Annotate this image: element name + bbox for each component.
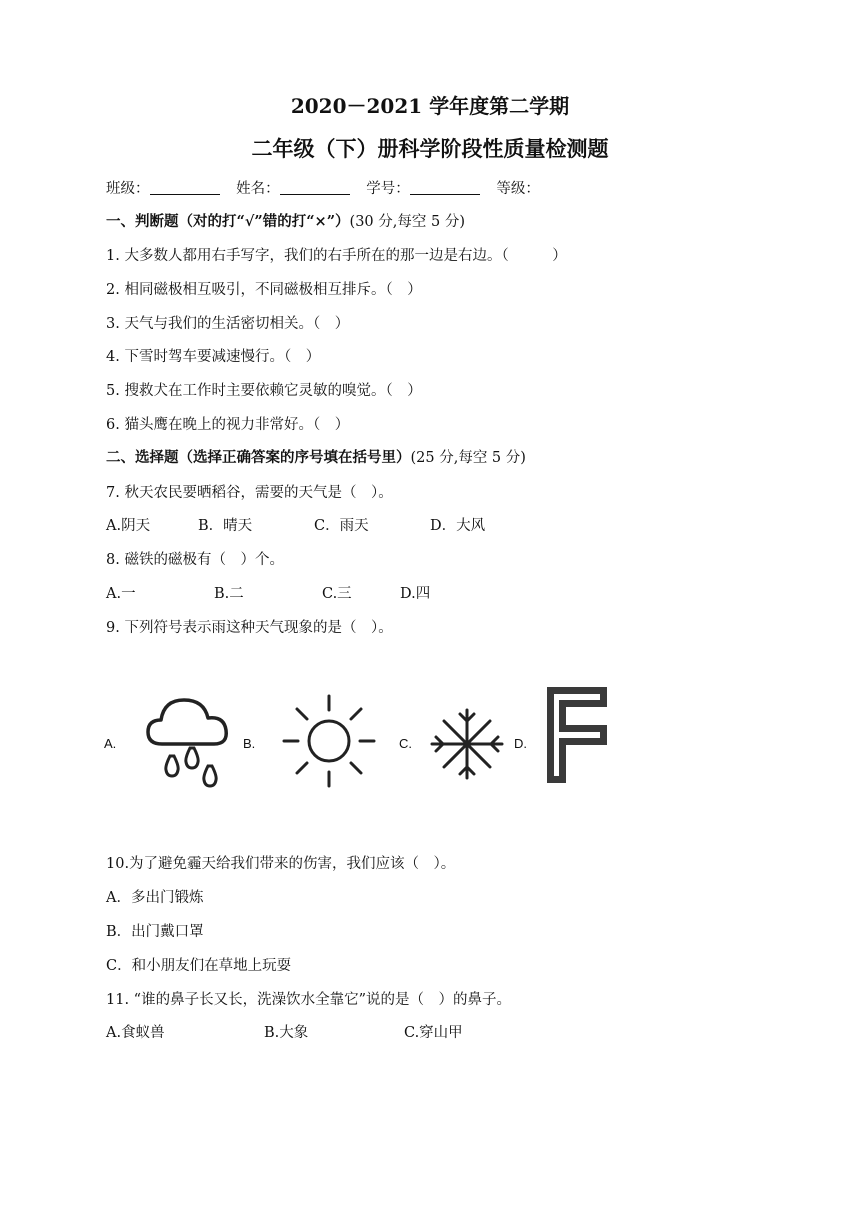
q7-option-d[interactable]: D．大风 bbox=[430, 518, 486, 534]
q8-option-a[interactable]: A.一 bbox=[106, 586, 136, 602]
question-7-options bbox=[106, 514, 485, 535]
q10-option-b[interactable]: B．出门戴口罩 bbox=[106, 924, 204, 940]
fog-icon[interactable] bbox=[544, 684, 614, 789]
q9-option-d-label[interactable]: D. bbox=[514, 736, 527, 751]
question-1: 1. 大多数人都用右手写字，我们的右手所在的那一边是右边。（ ） bbox=[106, 248, 567, 264]
question-7: 7. 秋天农民要晒稻谷，需要的天气是（ ）。 bbox=[106, 485, 393, 501]
q11-option-a[interactable]: A.食蚁兽 bbox=[106, 1025, 165, 1041]
id-label: 学号： bbox=[366, 181, 410, 197]
name-blank[interactable] bbox=[280, 180, 350, 195]
page-title: 2020－2021 学年度第二学期 bbox=[290, 94, 570, 118]
question-4: 4. 下雪时驾车要减速慢行。（ ） bbox=[106, 349, 321, 365]
section1-points: (30 分,每空 5 分) bbox=[349, 214, 465, 230]
q9-option-c-label[interactable]: C. bbox=[399, 736, 412, 751]
weather-symbols-row bbox=[104, 684, 624, 794]
q11-option-b[interactable]: B.大象 bbox=[264, 1025, 309, 1041]
name-label: 姓名： bbox=[236, 181, 280, 197]
question-5: 5. 搜救犬在工作时主要依赖它灵敏的嗅觉。（ ） bbox=[106, 383, 422, 399]
q8-option-d[interactable]: D.四 bbox=[400, 586, 431, 602]
question-9: 9. 下列符号表示雨这种天气现象的是（ ）。 bbox=[106, 620, 393, 636]
question-2: 2. 相同磁极相互吸引，不同磁极相互排斥。（ ） bbox=[106, 282, 422, 298]
q7-option-c[interactable]: C．雨天 bbox=[314, 518, 369, 534]
q8-option-b[interactable]: B.二 bbox=[214, 586, 244, 602]
section2-points: (25 分,每空 5 分) bbox=[410, 450, 526, 466]
page-subtitle: 二年级（下）册科学阶段性质量检测题 bbox=[251, 136, 609, 161]
sun-icon[interactable] bbox=[274, 684, 384, 794]
q9-option-a-label[interactable]: A. bbox=[104, 736, 117, 751]
class-label: 班级： bbox=[106, 181, 150, 197]
q7-option-b[interactable]: B．晴天 bbox=[198, 518, 253, 534]
grade-label: 等级： bbox=[496, 181, 540, 197]
id-blank[interactable] bbox=[410, 180, 480, 195]
question-8-options bbox=[106, 582, 430, 603]
student-info-row bbox=[106, 177, 540, 198]
snowflake-icon[interactable] bbox=[424, 684, 514, 794]
q8-option-c[interactable]: C.三 bbox=[322, 586, 352, 602]
section1-heading: 一、判断题（对的打“√”错的打“×”）(30 分,每空 5 分) bbox=[106, 213, 465, 230]
section2-heading: 二、选择题（选择正确答案的序号填在括号里）(25 分,每空 5 分) bbox=[106, 449, 526, 466]
q7-option-a[interactable]: A.阴天 bbox=[106, 518, 151, 534]
question-10: 10.为了避免霾天给我们带来的伤害，我们应该（ ）。 bbox=[106, 856, 456, 872]
question-11-options bbox=[106, 1021, 463, 1042]
question-3: 3. 天气与我们的生活密切相关。（ ） bbox=[106, 316, 350, 332]
q11-option-c[interactable]: C.穿山甲 bbox=[404, 1025, 463, 1041]
class-blank[interactable] bbox=[150, 180, 220, 195]
rain-cloud-icon[interactable] bbox=[128, 684, 243, 794]
question-11: 11. “谁的鼻子长又长，洗澡饮水全靠它”说的是（ ）的鼻子。 bbox=[106, 992, 511, 1008]
q10-option-a[interactable]: A．多出门锻炼 bbox=[106, 890, 204, 906]
question-6: 6. 猫头鹰在晚上的视力非常好。（ ） bbox=[106, 417, 350, 433]
q9-option-b-label[interactable]: B. bbox=[243, 736, 256, 751]
q10-option-c[interactable]: C．和小朋友们在草地上玩耍 bbox=[106, 958, 292, 974]
question-8: 8. 磁铁的磁极有（ ）个。 bbox=[106, 552, 284, 568]
